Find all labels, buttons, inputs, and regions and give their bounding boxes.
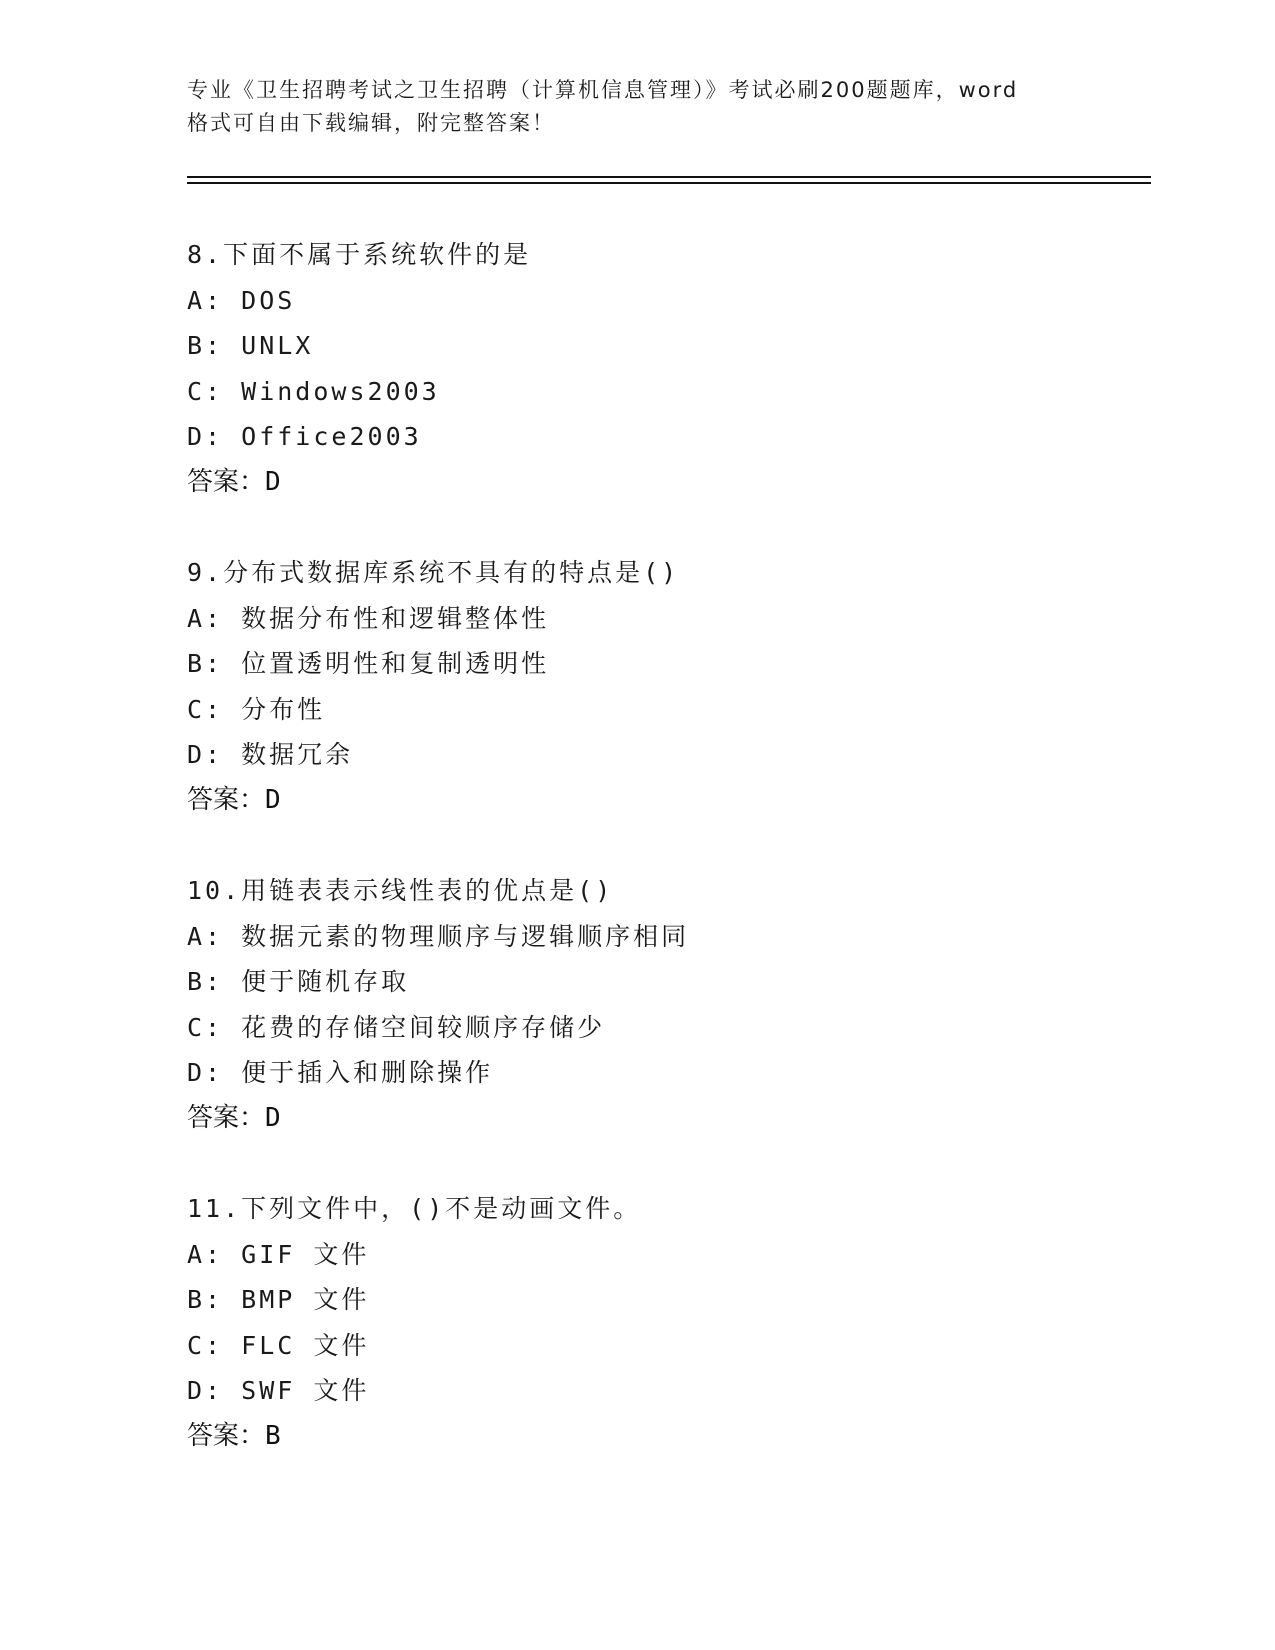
header-divider-bottom xyxy=(187,182,1151,184)
answer-value: D xyxy=(265,466,281,497)
question-stem: 11.下列文件中，()不是动画文件。 xyxy=(187,1194,642,1223)
question-stem: 9.分布式数据库系统不具有的特点是() xyxy=(187,558,680,587)
header-divider-top xyxy=(187,176,1151,178)
option-c: C: Windows2003 xyxy=(187,376,440,406)
header-line-1: 专业《卫生招聘考试之卫生招聘（计算机信息管理）》考试必刷200题题库，word xyxy=(187,78,1019,102)
option-b: B: BMP 文件 xyxy=(187,1285,370,1314)
question-stem: 8.下面不属于系统软件的是 xyxy=(187,240,532,269)
question-9 xyxy=(187,550,1147,868)
option-d: D: 便于插入和删除操作 xyxy=(187,1058,494,1087)
option-a: A: DOS xyxy=(187,285,296,315)
header-line-2: 格式可自由下载编辑，附完整答案！ xyxy=(187,111,555,135)
question-11 xyxy=(187,1186,1147,1504)
answer-line xyxy=(187,1414,1147,1460)
answer-label: 答案： xyxy=(187,466,266,497)
answer-value: D xyxy=(265,784,281,815)
option-d: D: 数据冗余 xyxy=(187,740,354,769)
option-d: D: SWF 文件 xyxy=(187,1376,370,1405)
option-a: A: 数据分布性和逻辑整体性 xyxy=(187,603,550,633)
answer-label: 答案： xyxy=(187,784,266,815)
option-c: C: 分布性 xyxy=(187,694,326,724)
answer-value: B xyxy=(265,1420,281,1451)
option-d: D: Office2003 xyxy=(187,422,422,451)
question-list xyxy=(187,232,1147,1504)
option-b: B: UNLX xyxy=(187,331,314,360)
option-c: C: 花费的存储空间较顺序存储少 xyxy=(187,1012,606,1042)
option-a: A: 数据元素的物理顺序与逻辑顺序相同 xyxy=(187,921,690,951)
option-c: C: FLC 文件 xyxy=(187,1330,370,1360)
document-header xyxy=(187,74,1097,140)
question-10 xyxy=(187,868,1147,1186)
answer-label: 答案： xyxy=(187,1420,266,1451)
option-b: B: 便于随机存取 xyxy=(187,967,410,996)
answer-line xyxy=(187,778,1147,824)
question-8 xyxy=(187,232,1147,550)
option-b: B: 位置透明性和复制透明性 xyxy=(187,649,550,678)
answer-line xyxy=(187,460,1147,506)
answer-value: D xyxy=(265,1102,281,1133)
option-a: A: GIF 文件 xyxy=(187,1239,370,1269)
question-stem: 10.用链表表示线性表的优点是() xyxy=(187,876,614,905)
answer-line xyxy=(187,1096,1147,1142)
answer-label: 答案： xyxy=(187,1102,266,1133)
